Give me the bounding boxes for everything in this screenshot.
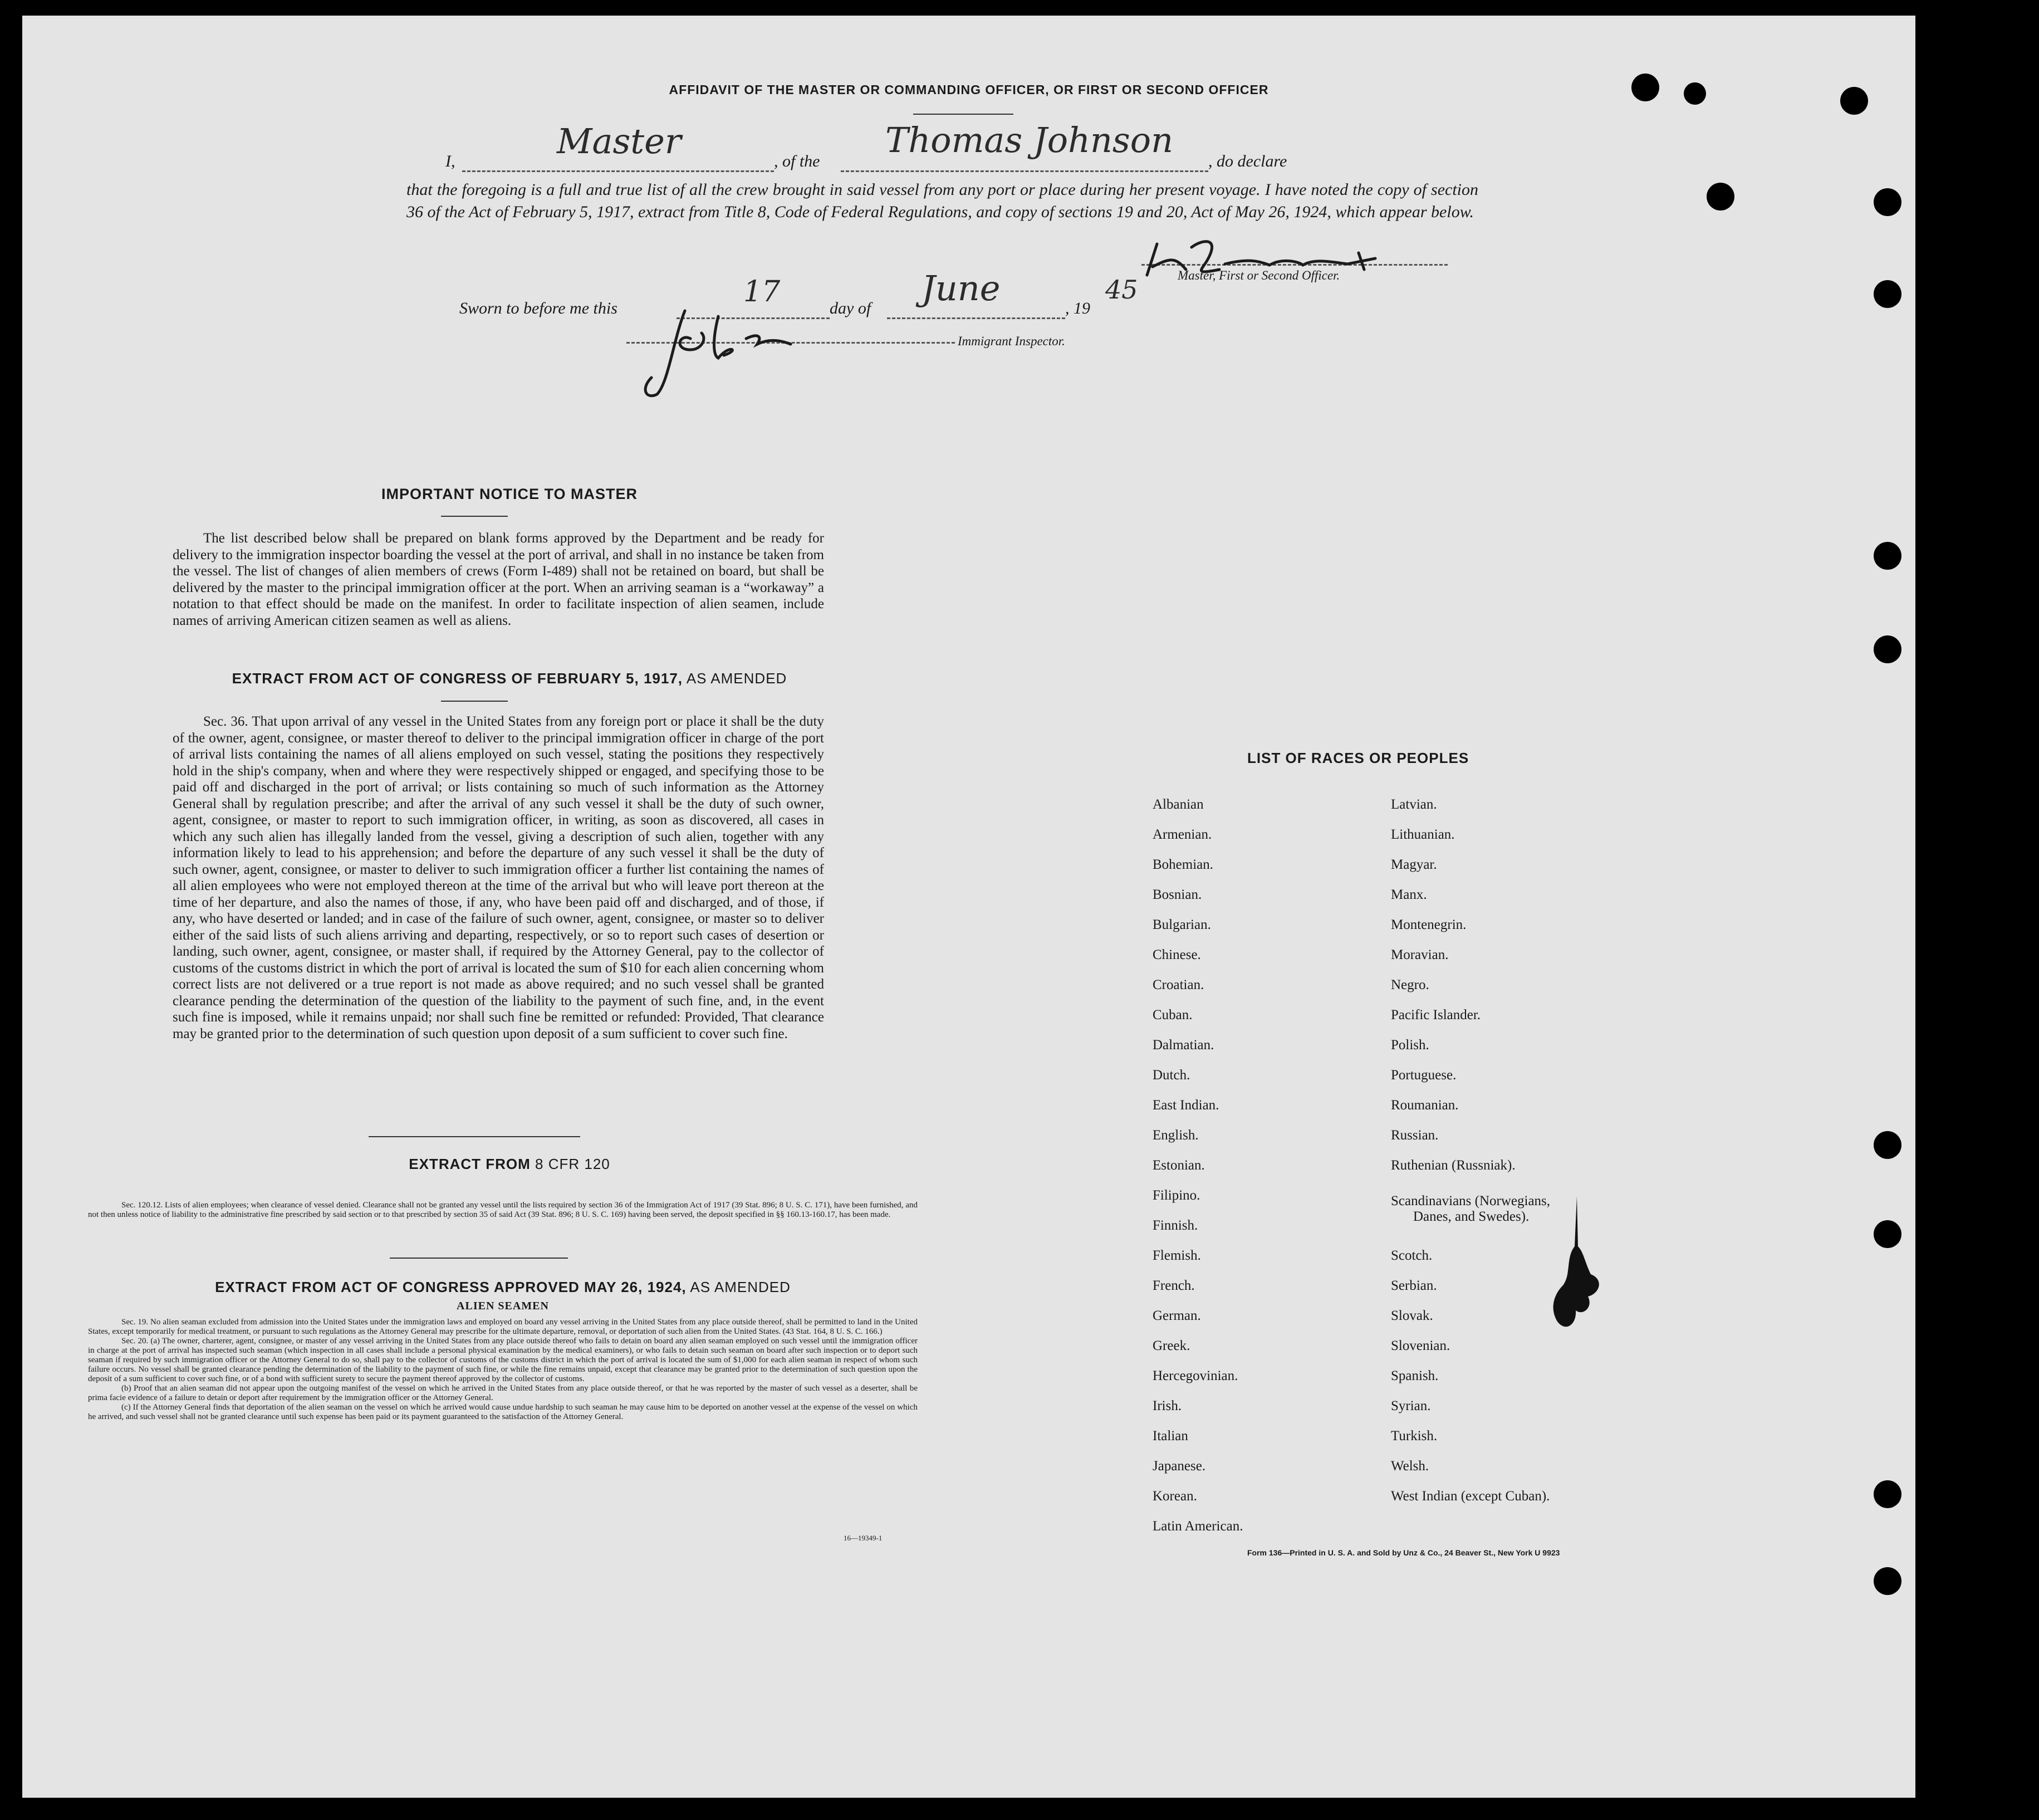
race-item: Finnish.	[1153, 1218, 1198, 1233]
extract-1917-title	[173, 670, 846, 687]
race-item: Danes, and Swedes).	[1413, 1209, 1530, 1224]
race-item: Estonian.	[1153, 1158, 1205, 1173]
race-item: Armenian.	[1153, 827, 1212, 842]
day-handwritten[interactable]: 17	[743, 275, 781, 309]
extract-1917-end-rule	[369, 1136, 580, 1137]
race-item: Manx.	[1391, 887, 1427, 902]
race-item: Bulgarian.	[1153, 917, 1211, 932]
vessel-blank	[841, 170, 1208, 172]
cfr-title-tail: 8 CFR 120	[530, 1156, 610, 1172]
sworn-prefix: Sworn to before me this	[459, 299, 617, 317]
race-item: Ruthenian (Russniak).	[1391, 1158, 1516, 1173]
race-item: Portuguese.	[1391, 1068, 1457, 1083]
extract-1924-title-tail: AS AMENDED	[686, 1279, 791, 1295]
race-item: East Indian.	[1153, 1098, 1219, 1113]
extract-1917-title-tail: AS AMENDED	[683, 670, 787, 687]
races-title: LIST OF RACES OR PEOPLES	[1247, 750, 1469, 766]
section-20a: Sec. 20. (a) The owner, charterer, agent, consignee, or master of any vessel arriving in the United States from any place outside thereof who fails to detain on board any alien seaman employed on such vessel until the immigration officer in charge at the port of arrival has inspected such seaman (which inspection in all cases shall include a personal physical examination by the medical examiners), or who fails to detain such seaman on board after such inspection or to deport such seaman if required by such immigration officer or the Attorney General to do so, shall pay to the collector of customs of the customs district in which the port of arrival is located the sum of $1,000 for each alien seaman in respect of whom such failure occurs. No vessel shall be granted clearance pending the determination of the liability to the payment of such fine, or while the fine remains unpaid, except that clearance may be granted prior to the determination of such question upon the deposit of a sum sufficient to cover such fine, or of a bond with sufficient surety to secure the payment thereof approved by the collector of customs.	[88, 1337, 918, 1383]
extract-1917-title-bold: EXTRACT FROM ACT OF CONGRESS OF FEBRUARY 5, 1917,	[232, 670, 683, 687]
year-handwritten[interactable]: 45	[1105, 275, 1138, 305]
affidavit-body: that the foregoing is a full and true list of all the crew brought in said vessel from any port or place during her present voyage. I have noted the copy of section 36 of the Act of February 5, 1917, extract from Title 8, Code of Federal Regulations, and copy of sections 19 and 20, Act of May 26, 1924, which appear below.	[406, 180, 1478, 221]
rank-handwritten[interactable]: Master	[557, 121, 682, 162]
race-item: French.	[1153, 1278, 1195, 1293]
month-handwritten[interactable]: June	[922, 268, 1001, 309]
punch-hole	[1874, 635, 1901, 663]
punch-hole	[1874, 1131, 1901, 1159]
punch-hole	[1840, 87, 1868, 115]
race-item: Flemish.	[1153, 1248, 1201, 1263]
title-divider	[913, 114, 1013, 115]
race-item: Scotch.	[1391, 1248, 1433, 1263]
section-20c: (c) If the Attorney General finds that deportation of the alien seaman on the vessel on which he arrived would cause undue hardship to such seaman he may cause him to be deported on another vessel at the expense of the vessel on which he arrived, and such vessel shall not be granted clearance until such expense has been paid or its payment guaranteed to the satisfaction of the Attorney General.	[88, 1403, 918, 1421]
race-item: Italian	[1153, 1428, 1188, 1444]
extract-1917-divider	[441, 701, 508, 702]
vessel-handwritten[interactable]: Thomas Johnson	[885, 120, 1174, 160]
master-signature-label: Master, First or Second Officer.	[1178, 268, 1340, 282]
race-item: Negro.	[1391, 977, 1429, 992]
declare-label: , do declare	[1208, 152, 1287, 170]
race-item: Russian.	[1391, 1128, 1439, 1143]
section-20b: (b) Proof that an alien seaman did not appear upon the outgoing manifest of the vessel on which he arrived in the United States from any place outside thereof, or that he was reported by the master of such vessel as a deserter, shall be prima facie evidence of a failure to detain or deport after requirement by the immigration officer or the Attorney General.	[88, 1384, 918, 1402]
notice-title: IMPORTANT NOTICE TO MASTER	[381, 486, 638, 502]
race-item: Irish.	[1153, 1398, 1182, 1413]
section-19: Sec. 19. No alien seaman excluded from admission into the United States under the immigration laws and employed on board any vessel arriving in the United States from any place outside thereof, shall be permitted to land in the United States, except temporarily for medical treatment, or pursuant to such regulations as the Attorney General may prescribe for the ultimate departure, removal, or deportation of such alien from the United States. (43 Stat. 164, 8 U. S. C. 166.)	[88, 1318, 918, 1336]
race-item: Filipino.	[1153, 1188, 1200, 1203]
race-item: Roumanian.	[1391, 1098, 1459, 1113]
race-item: Cuban.	[1153, 1007, 1193, 1022]
race-item: Moravian.	[1391, 947, 1449, 962]
form-code: 16—19349-1	[844, 1534, 883, 1542]
race-item: Slovenian.	[1391, 1338, 1450, 1353]
race-item: Greek.	[1153, 1338, 1190, 1353]
race-item: Latvian.	[1391, 797, 1437, 812]
race-item: Polish.	[1391, 1038, 1429, 1053]
of-the-label: , of the	[774, 152, 820, 170]
race-item: Bosnian.	[1153, 887, 1202, 902]
race-item: Japanese.	[1153, 1459, 1206, 1474]
punch-hole	[1874, 1480, 1901, 1508]
extract-1924-sections	[88, 1318, 918, 1422]
race-item: Magyar.	[1391, 857, 1437, 872]
race-item: West Indian (except Cuban).	[1391, 1489, 1550, 1504]
race-item: Welsh.	[1391, 1459, 1429, 1474]
race-item: Slovak.	[1391, 1308, 1433, 1323]
form-page	[22, 16, 1915, 1798]
race-item: Lithuanian.	[1391, 827, 1455, 842]
punch-hole	[1874, 1567, 1901, 1595]
punch-hole	[1684, 82, 1706, 105]
race-item: English.	[1153, 1128, 1199, 1143]
notice-body: The list described below shall be prepared on blank forms approved by the Department and be ready for delivery to the immigration inspector boarding the vessel at the port of arrival, and shall in no instance be taken from the vessel. The list of changes of alien members of crews (Form I-489) shall not be retained on board, but shall be delivered by the master to the principal immigration officer at the port. When an arriving seaman is a “workaway” a notation to that effect should be made on the manifest. In order to facilitate inspection of alien seamen, include names of arriving American citizen seamen as well as aliens.	[173, 531, 824, 628]
race-item: Scandinavians (Norwegians,	[1391, 1193, 1551, 1209]
race-item: Dutch.	[1153, 1068, 1190, 1083]
printer-line: Form 136—Printed in U. S. A. and Sold by Unz & Co., 24 Beaver St., New York U 9923	[1247, 1548, 1560, 1557]
race-item: Bohemian.	[1153, 857, 1214, 872]
cfr-title-bold: EXTRACT FROM	[409, 1156, 531, 1172]
race-item: German.	[1153, 1308, 1201, 1323]
race-item: Dalmatian.	[1153, 1038, 1214, 1053]
race-item: Pacific Islander.	[1391, 1007, 1481, 1022]
affidavit-line-1	[406, 120, 1481, 176]
punch-hole	[1707, 183, 1734, 211]
punch-hole	[1631, 74, 1659, 101]
race-item: Albanian	[1153, 797, 1204, 812]
notice-divider	[441, 516, 508, 517]
race-item: Croatian.	[1153, 977, 1204, 992]
race-item: Chinese.	[1153, 947, 1201, 962]
race-item: Montenegrin.	[1391, 917, 1467, 932]
race-item: Spanish.	[1391, 1368, 1439, 1383]
cfr-body: Sec. 120.12. Lists of alien employees; when clearance of vessel denied. Clearance shall not be granted any vessel until the lists required by section 36 of the Immigration Act of 1917 (39 Stat. 896; 8 U. S. C. 171), have been furnished, and not then unless notice of liability to the administrative fine prescribed by said section or to that prescribed by section 35 of said Act (39 Stat. 896; 8 U. S. C. 169) having been served, the deposit specified in §§ 160.13-160.17, has been made.	[88, 1201, 918, 1219]
cfr-title	[173, 1156, 846, 1173]
extract-1924-title	[88, 1279, 918, 1296]
month-blank	[887, 317, 1065, 319]
punch-hole	[1874, 188, 1901, 216]
day-of-label: day of	[830, 299, 871, 317]
race-item: Turkish.	[1391, 1428, 1438, 1444]
affidavit-i-label: I,	[445, 152, 455, 170]
cfr-end-rule	[390, 1258, 568, 1259]
ink-blot	[1532, 1196, 1616, 1335]
race-item: Hercegovinian.	[1153, 1368, 1238, 1383]
affidavit-title: AFFIDAVIT OF THE MASTER OR COMMANDING OFFICER, OR FIRST OR SECOND OFFICER	[669, 82, 1269, 97]
inspector-signature	[635, 305, 857, 405]
extract-1924-title-bold: EXTRACT FROM ACT OF CONGRESS APPROVED MAY 26, 1924,	[215, 1279, 687, 1295]
punch-hole	[1874, 542, 1901, 570]
inspector-label: Immigrant Inspector.	[958, 334, 1065, 348]
race-item: Serbian.	[1391, 1278, 1437, 1293]
year-prefix: , 19	[1065, 299, 1090, 317]
race-item: Syrian.	[1391, 1398, 1431, 1413]
rank-blank	[462, 170, 774, 172]
extract-1917-body: Sec. 36. That upon arrival of any vessel in the United States from any foreign port or place it shall be the duty of the owner, agent, consignee, or master thereof to deliver to the principal immigration officer in charge of the port of arrival lists containing the names of all aliens employed on such vessel, stating the positions they respectively hold in the ship's company, when and where they were respectively shipped or engaged, and specifying those to be paid off and discharged in the port of arrival; or lists containing so much of such information as the Attorney General shall by regulation prescribe; and after the arrival of any such vessel it shall be the duty of such owner, agent, consignee, or master to report to such immigration officer, in writing, as soon as discovered, all cases in which any such alien has illegally landed from the vessel, giving a description of such alien, together with any information likely to lead to his apprehension; and before the departure of any such vessel it shall be the duty of such owner, agent, consignee, or master to deliver to such immigration officer a further list containing the names of all alien employees who were not employed thereon at the time of the arrival but who will leave port thereon at the time of her departure, and also the names of those, if any, who have been paid off and discharged, and of those, if any, who have deserted or landed; and in case of the failure of such owner, agent, consignee, or master so to deliver either of the said lists of such aliens arriving and departing, respectively, or so to report such cases of desertion or landing, such owner, agent, consignee, or master shall, if required by the Attorney General, pay to the collector of customs of the customs district in which the port of arrival is located the sum of $10 for each alien concerning whom correct lists are not delivered or a true report is not made as above required; and no such vessel shall be granted clearance pending the determination of the question of the liability to the payment of such fine, and, in the event such fine is imposed, while it remains unpaid; nor shall such fine be remitted or refunded: Provided, That clearance may be granted prior to the determination of such question upon deposit of a sum sufficient to cover such fine.	[173, 714, 824, 1041]
extract-1924-subtitle: ALIEN SEAMEN	[457, 1300, 549, 1312]
race-item: Korean.	[1153, 1489, 1197, 1504]
race-item: Latin American.	[1153, 1519, 1243, 1534]
punch-hole	[1874, 280, 1901, 308]
punch-hole	[1874, 1220, 1901, 1248]
